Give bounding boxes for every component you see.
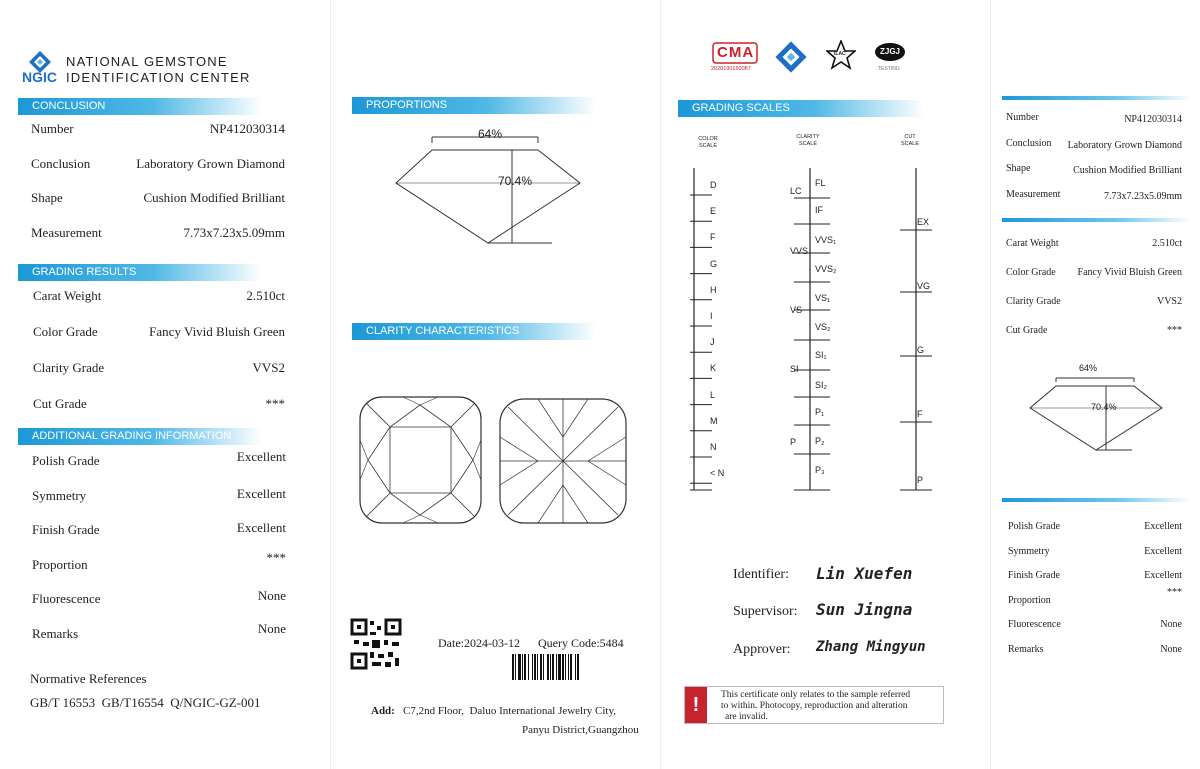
approver-signature: Zhang Mingyun (816, 639, 926, 655)
summary-conclusion-value: 7.73x7.23x5.09mm (1103, 190, 1182, 202)
clarity-group-label: LC (790, 186, 802, 196)
summary-additional-label: Remarks (1008, 643, 1044, 655)
section-header-grading-results: GRADING RESULTS (18, 264, 262, 281)
proportion-table-percent: 64% (478, 127, 503, 141)
org-name-line2: IDENTIFICATION CENTER (66, 70, 251, 85)
summary-grading-label: Color Grade (1006, 267, 1056, 278)
summary-proportions-diagram (1026, 370, 1166, 455)
clarity-grade-label: P₁ (815, 407, 825, 417)
ngic-logo-icon-small (774, 40, 808, 74)
disclaimer-box (684, 686, 944, 724)
clarity-group-label: VVS (790, 246, 809, 256)
color-scale-heading-1: COLOR (698, 136, 718, 142)
summary-divider-2 (1002, 218, 1192, 222)
section-header-grading-scales: GRADING SCALES (678, 100, 924, 117)
section-header-proportions: PROPORTIONS (352, 97, 596, 114)
section-header-conclusion: CONCLUSION (18, 98, 262, 115)
summary-additional-value: *** (1167, 586, 1182, 598)
summary-additional-label: Polish Grade (1008, 521, 1060, 532)
zjgj-text: ZJGJ (880, 47, 901, 56)
barcode (512, 654, 630, 680)
clarity-group-label: P (790, 437, 797, 447)
approver-label: Approver: (733, 642, 791, 657)
clarity-grade-label: VVS₂ (815, 264, 837, 274)
section-header-additional-info: ADDITIONAL GRADING INFORMATION (18, 428, 262, 445)
grading-label: Clarity Grade (33, 360, 105, 375)
color-grade-label: D (710, 180, 717, 190)
address-line2: Panyu District,Guangzhou (522, 724, 639, 736)
additional-label: Symmetry (32, 487, 87, 503)
fold-line (330, 0, 331, 769)
conclusion-label: Shape (31, 190, 63, 205)
cut-grade-label: F (917, 409, 923, 419)
additional-value: Excellent (236, 449, 286, 464)
identifier-label: Identifier: (733, 567, 789, 582)
disclaimer-line3: are invalid. (725, 712, 768, 722)
summary-additional-label: Finish Grade (1008, 570, 1060, 581)
query-code: Query Code:5484 (538, 636, 624, 650)
grading-label: Color Grade (33, 324, 98, 339)
additional-label: Polish Grade (32, 453, 100, 468)
address-label: Add: (371, 705, 395, 717)
clarity-group-label: SI (790, 364, 799, 374)
summary-grading-value: VVS2 (1156, 296, 1182, 307)
color-grade-label: L (710, 389, 716, 400)
cma-text: CMA (717, 44, 755, 61)
identifier-signature: Lin Xuefen (816, 564, 913, 583)
summary-conclusion-label: Conclusion (1006, 137, 1052, 149)
normative-references: GB/T 16553 GB/T16554 Q/NGIC-GZ-001 (30, 695, 261, 710)
conclusion-label: Measurement (31, 224, 102, 240)
cut-scale-heading (892, 134, 928, 148)
grading-value: VVS2 (252, 360, 285, 375)
clarity-scale-heading (790, 134, 826, 148)
clarity-scale-heading-1: CLARITY (796, 134, 820, 140)
conclusion-label: Number (31, 121, 74, 136)
color-grade-label: J (710, 337, 715, 348)
warning-icon: ! (685, 687, 707, 723)
color-grade-label: H (710, 284, 717, 295)
color-grade-label: M (710, 415, 718, 426)
additional-value: Excellent (236, 520, 286, 535)
summary-depth-percent: 70.4% (1091, 402, 1117, 412)
summary-additional-value: None (1160, 643, 1182, 655)
fold-line (660, 0, 661, 769)
summary-divider-3 (1002, 498, 1192, 502)
summary-grading-value: *** (1167, 325, 1182, 336)
color-grade-label: I (710, 311, 713, 321)
cut-grade-label: P (917, 475, 924, 485)
proportions-diagram (390, 125, 590, 250)
color-grade-label: N (710, 442, 717, 452)
cut-grade-label: VG (917, 281, 931, 291)
clarity-scale-heading-2: SCALE (798, 141, 818, 147)
grading-value: *** (265, 396, 285, 411)
summary-table-percent: 64% (1079, 363, 1098, 373)
ilac-text: ILAC (834, 51, 846, 57)
fold-line (990, 0, 991, 769)
grading-value: 2.510ct (246, 288, 285, 303)
summary-grading-value: Fancy Vivid Bluish Green (1077, 267, 1182, 278)
summary-additional-label: Proportion (1008, 594, 1051, 606)
org-name-line1: NATIONAL GEMSTONE (66, 54, 228, 69)
additional-value: None (257, 620, 286, 636)
summary-grading-value: 2.510ct (1152, 238, 1182, 249)
color-grade-label: < N (710, 468, 725, 479)
cut-scale-heading-2: SCALE (900, 141, 920, 147)
clarity-grade-label: P₂ (815, 436, 825, 446)
proportion-depth-percent: 70.4% (498, 174, 533, 188)
color-scale-heading-2: SCALE (698, 143, 718, 149)
clarity-grade-label: VS₁ (815, 293, 831, 303)
color-grade-label: K (710, 363, 717, 374)
grading-label: Cut Grade (33, 396, 87, 411)
summary-conclusion-value: Laboratory Grown Diamond (1067, 139, 1182, 151)
cma-number: 2020190150087 (711, 66, 751, 72)
cut-scale-heading-1: CUT (904, 134, 916, 140)
additional-label: Finish Grade (32, 522, 100, 537)
section-header-clarity-characteristics: CLARITY CHARACTERISTICS (352, 323, 596, 340)
summary-additional-label: Symmetry (1008, 545, 1050, 557)
color-grade-label: E (710, 206, 717, 217)
address-line1: C7,2nd Floor, Daluo International Jewelry City, (403, 705, 617, 717)
clarity-grade-label: VVS₁ (815, 235, 837, 245)
summary-additional-value: None (1160, 619, 1182, 630)
conclusion-value: NP412030314 (209, 121, 285, 136)
clarity-grade-label: P₃ (815, 465, 825, 475)
summary-conclusion-label: Number (1006, 112, 1039, 123)
summary-divider-1 (1002, 96, 1192, 100)
clarity-group-label: VS (790, 305, 803, 315)
grading-label: Carat Weight (33, 288, 102, 303)
summary-additional-value: Excellent (1144, 570, 1182, 581)
color-grade-label: G (710, 258, 718, 269)
additional-label: Proportion (32, 556, 88, 572)
logo-text: NGIC (22, 69, 57, 85)
clarity-plot-crown (358, 395, 483, 525)
supervisor-signature: Sun Jingna (816, 600, 913, 619)
cut-grade-label: G (917, 345, 925, 355)
color-scale-heading (690, 136, 726, 150)
cut-grade-label: EX (917, 217, 930, 227)
normative-references-title: Normative References (30, 671, 147, 686)
qr-code-icon[interactable] (350, 618, 402, 670)
clarity-grade-label: IF (815, 205, 823, 215)
summary-grading-label: Cut Grade (1006, 325, 1048, 336)
disclaimer-line1: This certificate only relates to the sample referred (721, 690, 911, 700)
summary-additional-label: Fluorescence (1008, 619, 1061, 630)
clarity-grade-label: VS₂ (815, 322, 831, 332)
summary-conclusion-label: Measurement (1006, 188, 1061, 200)
disclaimer-line2: to within. Photocopy, reproduction and alteration (721, 701, 908, 711)
clarity-plot-pavilion (498, 397, 628, 525)
additional-value: Excellent (236, 485, 286, 501)
summary-grading-label: Carat Weight (1006, 238, 1059, 249)
summary-additional-value: Excellent (1144, 545, 1182, 557)
grading-value: Fancy Vivid Bluish Green (149, 324, 285, 339)
clarity-grade-label: SI₁ (815, 350, 827, 360)
color-grade-label: F (710, 232, 716, 243)
additional-value: None (257, 588, 286, 603)
summary-grading-label: Clarity Grade (1006, 296, 1061, 307)
conclusion-value: Laboratory Grown Diamond (136, 155, 285, 171)
additional-label: Remarks (32, 625, 79, 641)
report-date: Date:2024-03-12 (438, 636, 520, 650)
conclusion-value: Cushion Modified Brilliant (143, 190, 285, 205)
supervisor-label: Supervisor: (733, 604, 798, 619)
additional-label: Fluorescence (32, 591, 101, 606)
zjgj-sub: TESTING (878, 66, 900, 72)
summary-conclusion-label: Shape (1006, 163, 1031, 174)
clarity-grade-label: SI₂ (815, 380, 827, 390)
summary-conclusion-value: Cushion Modified Brilliant (1073, 165, 1182, 176)
conclusion-value: 7.73x7.23x5.09mm (183, 224, 285, 240)
summary-additional-value: Excellent (1144, 521, 1182, 532)
conclusion-label: Conclusion (31, 155, 91, 171)
summary-conclusion-value: NP412030314 (1124, 114, 1182, 125)
clarity-grade-label: FL (815, 178, 826, 188)
additional-value: *** (266, 549, 286, 565)
